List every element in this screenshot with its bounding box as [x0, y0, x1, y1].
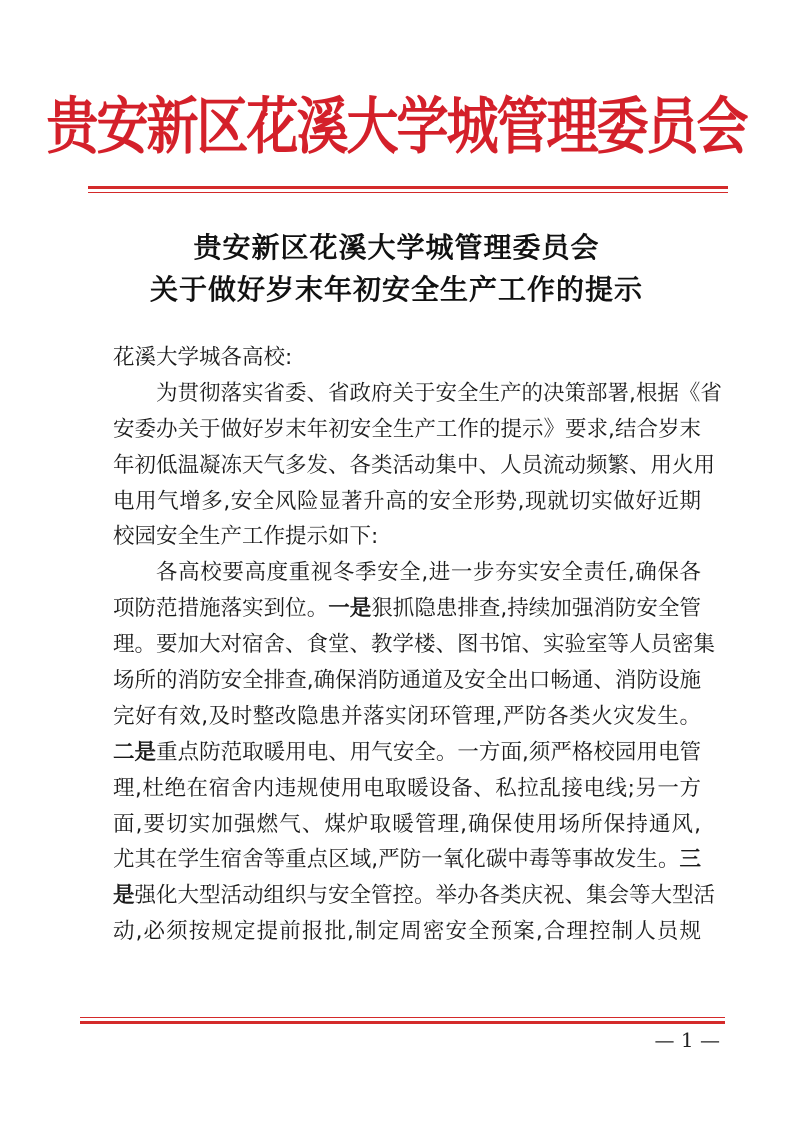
body-line: 面,要切实加强燃气、煤炉取暖管理,确保使用场所保持通风, — [113, 811, 701, 837]
body-text-run: 尤其在学生宿舍等重点区域,严防一氧化碳中毒等事故发生。 — [113, 847, 680, 873]
body-line: 校园安全生产工作提示如下: — [113, 524, 379, 550]
footer-red-rule-thin — [80, 1017, 725, 1018]
document-title-line-1: 贵安新区花溪大学城管理委员会 — [193, 231, 600, 264]
body-line: 理。要加大对宿舍、食堂、教学楼、图书馆、实验室等人员密集 — [113, 632, 716, 658]
body-text-run: 狠抓隐患排查,持续加强消防安全管 — [371, 596, 701, 622]
body-line: 动,必须按规定提前报批,制定周密安全预案,合理控制人员规 — [113, 919, 701, 945]
letterhead-title: 贵安新区花溪大学城管理委员会 — [46, 90, 747, 163]
body-line: 各高校要高度重视冬季安全,进一步夯实安全责任,确保各 — [156, 560, 701, 586]
point-marker-three-part-1: 三 — [679, 847, 701, 873]
point-marker-three-part-2: 是 — [113, 883, 135, 909]
point-marker-one: 一是 — [328, 596, 372, 622]
page-number: — 1 — — [654, 1028, 720, 1052]
document-title-line-2: 关于做好岁末年初安全生产工作的提示 — [149, 273, 643, 306]
letterhead-red-rule-thin — [88, 192, 728, 193]
document-body — [113, 340, 722, 950]
body-text-run: 重点防范取暖用电、用气安全。一方面,须严格校园用电管 — [156, 739, 701, 765]
body-line — [113, 591, 701, 627]
body-line — [113, 878, 716, 914]
body-line: 理,杜绝在宿舍内违规使用电取暖设备、私拉乱接电线;另一方 — [113, 775, 701, 801]
body-line: 安委办关于做好岁末年初安全生产工作的提示》要求,结合岁末 — [113, 416, 701, 442]
body-line: 年初低温凝冻天气多发、各类活动集中、人员流动频繁、用火用 — [113, 452, 716, 478]
body-line — [113, 735, 701, 771]
salutation: 花溪大学城各高校: — [113, 345, 293, 370]
body-line: 为贯彻落实省委、省政府关于安全生产的决策部署,根据《省 — [156, 380, 722, 406]
body-line: 完好有效,及时整改隐患并落实闭环管理,严防各类火灾发生。 — [113, 703, 701, 729]
footer-red-rule-thick — [80, 1021, 725, 1024]
body-line: 电用气增多,安全风险显著升高的安全形势,现就切实做好近期 — [113, 488, 701, 514]
body-text-run: 项防范措施落实到位。 — [113, 596, 329, 622]
body-line: 场所的消防安全排查,确保消防通道及安全出口畅通、消防设施 — [113, 668, 701, 694]
letterhead-red-rule-thick — [88, 186, 728, 189]
point-marker-two: 二是 — [113, 739, 157, 765]
body-line — [113, 842, 701, 878]
body-text-run: 强化大型活动组织与安全管控。举办各类庆祝、集会等大型活 — [134, 883, 716, 909]
